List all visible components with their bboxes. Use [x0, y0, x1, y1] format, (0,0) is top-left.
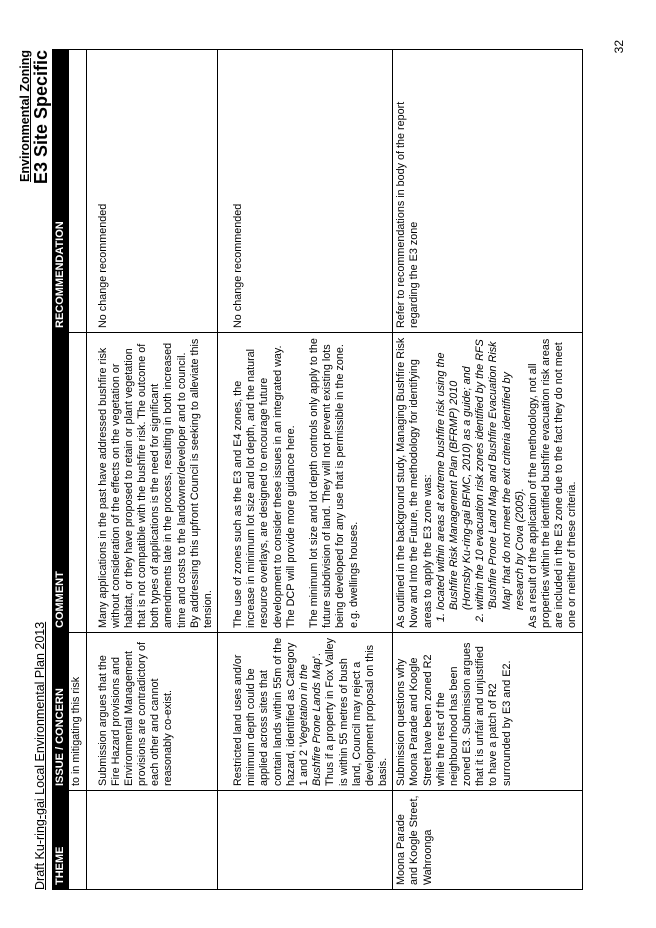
table-header-row — [53, 50, 69, 890]
table-row — [218, 50, 393, 890]
recommendation-cell — [218, 50, 393, 333]
subsection-title: E3 Site Specific — [31, 50, 51, 185]
list-item: 1. located within areas at extreme bushfire risk using the Bushfire Risk Management Plan (BFRMP) 2010 (Hornsby Ku-ring-gai BFMC, 2010) as a guide; and — [435, 337, 475, 610]
column-header-recommendation: RECOMMENDATION — [53, 50, 69, 333]
comment-text: Many applications in the past have addressed bushfire risk without consideration of the effects on the vegetation or habitat, or they have proposed to retain or plant vegetation that is not compatible with the bushfire risk. The outcome of both types of applications is the need for significant amendments late in the process, resulting in both increased time and costs to the landowner/developer and to council. By addressing this upfront Council is seeking to alleviate this tension. — [96, 338, 214, 628]
issue-cell — [86, 633, 218, 791]
submissions-table — [52, 49, 583, 890]
theme-cell — [218, 791, 393, 890]
comment-outro: As a result of the application of the methodology, not all properties within the identified bushfire evacuation risk areas are included in the E3 zone due to the fact they do not meet one or neither of these criteria. — [526, 338, 579, 628]
issue-text: Submission argues that the Fire Hazard provisions and Environmental Management provisions are contradictory of each other and cannot reasonably co-exist. — [96, 641, 175, 786]
table-row — [393, 50, 582, 890]
comment-cell — [393, 333, 582, 633]
issue-text-italic: Vegetation in the Bushfire Prone Lands Map — [297, 658, 324, 786]
section-title: Environmental Zoning — [18, 50, 32, 182]
comment-cell — [218, 333, 393, 633]
document-title: Draft Ku-ring-gai Local Environmental Plan 2013 — [33, 621, 47, 890]
issue-text: '. Thus if a property in Fox Valley is within 55 metres of bush land, Council may reject a development proposal on this basis. — [311, 637, 390, 786]
comment-cell — [86, 333, 218, 633]
theme-cell — [69, 791, 86, 890]
column-header-comment: COMMENT — [53, 333, 69, 633]
theme-cell — [86, 791, 218, 890]
recommendation-text: No change recommended — [96, 203, 109, 328]
recommendation-text: No change recommended — [232, 203, 245, 328]
table-row-continuation — [69, 50, 86, 890]
list-item: 2. within the 10 evacuation risk zones identified by the RFS 'Bushfire Prone Land Map and Bushfire Evacuation Risk Map' that do not meet the exit criteria identified by research by Cova (2005). — [474, 337, 527, 610]
issue-cell-continuation: to in mitigating this risk — [69, 633, 86, 791]
column-header-issue: ISSUE / CONCERN — [53, 633, 69, 791]
comment-intro: As outlined in the background study, Managing Bushfire Risk Now and Into the Future, the methodology for identifying areas to apply the E3 zone was: — [395, 337, 434, 628]
comment-paragraph: The minimum lot size and lot depth controls only apply to the future subdivision of land. They will not prevent existing lots being developed for any use that is permissible in the zone. e.g. dwellings houses. — [307, 338, 360, 628]
table-row — [86, 50, 218, 890]
recommendation-cell: Refer to recommendations in body of the report regarding the E3 zone — [393, 50, 582, 333]
recommendation-cell — [69, 50, 86, 333]
column-header-theme: THEME — [53, 791, 69, 890]
recommendation-cell — [86, 50, 218, 333]
criteria-list — [435, 337, 527, 628]
issue-cell: Submission questions why Moona Parade and Koogle Street have been zoned R2 while the rest of the neighbourhood has been zoned E3. Submission argues that it is unfair and unjustified to have a patch of R2 surrounded by E3 and E2. — [393, 633, 582, 791]
page-number: 32 — [612, 40, 626, 54]
comment-cell — [69, 333, 86, 633]
comment-paragraph: The use of zones such as the E3 and E4 zones, the increase in minimum lot size and lot depth, and the natural resource overlays, are designed to encourage future development to consider these issues in an integrated way. The DCP will provide more guidance here. — [232, 345, 297, 628]
theme-cell: Moona Parade and Koogle Street, Wahroonga — [393, 791, 582, 890]
issue-cell — [218, 633, 393, 791]
issue-text: Restricted land uses and/or minimum depth could be applied across sites that contain lands within 55m of the hazard, identified as Category 1 and 2 ' — [232, 637, 310, 786]
section-heading — [18, 50, 51, 184]
